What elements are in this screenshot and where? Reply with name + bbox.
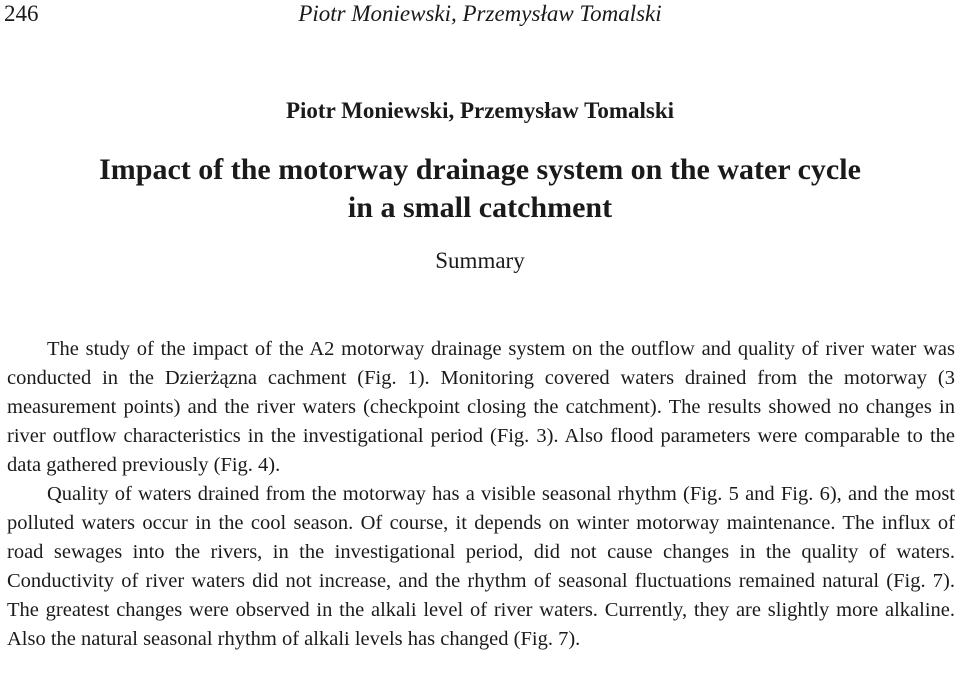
summary-body: [7, 335, 955, 654]
page-number: 246: [4, 1, 39, 26]
summary-paragraph-2: Quality of waters drained from the motorway has a visible seasonal rhythm (Fig. 5 and Fig. 6), and the most polluted waters occur in the cool season. Of course, it depends on winter motorway maintenance. The influx of road sewages into the rivers, in the investigational period, did not cause changes in the quality of waters. Conductivity of river waters did not increase, and the rhythm of seasonal fluctuations remained natural (Fig. 7). The greatest changes were observed in the alkali level of river waters. Currently, they are slightly more alkaline. Also the natural seasonal rhythm of alkali levels has changed (Fig. 7).: [7, 483, 955, 650]
title-line-2: in a small catchment: [347, 191, 613, 224]
running-head: Piotr Moniewski, Przemysław Tomalski: [298, 1, 662, 26]
article-authors: Piotr Moniewski, Przemysław Tomalski: [285, 98, 674, 123]
article-title: [0, 151, 960, 227]
title-line-1: Impact of the motorway drainage system on the water cycle: [99, 153, 861, 186]
summary-paragraph-1: The study of the impact of the A2 motorway drainage system on the outflow and quality of river water was conducted in the Dzierżązna cachment (Fig. 1). Monitoring covered waters drained from the motorway (3 measurement points) and the river waters (checkpoint closing the catchment). The results showed no changes in river outflow characteristics in the investigational period (Fig. 3). Also flood parameters were comparable to the data gathered previously (Fig. 4).: [7, 338, 955, 476]
summary-heading: Summary: [435, 248, 525, 273]
page-header: [0, 0, 960, 32]
